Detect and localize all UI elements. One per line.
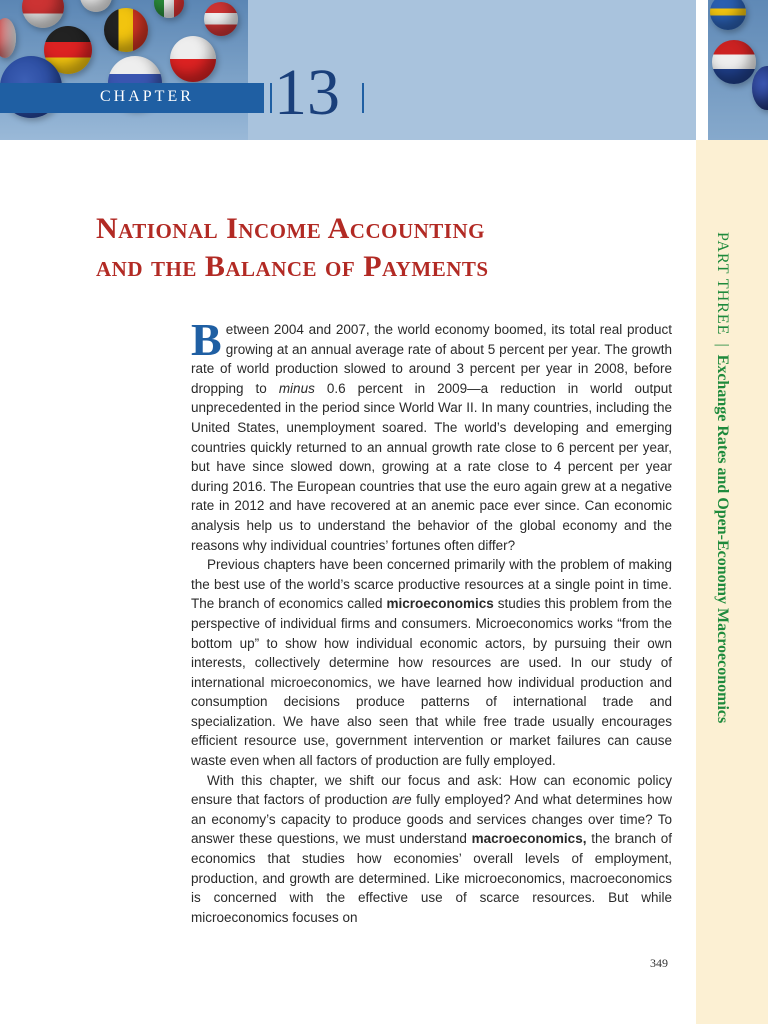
paragraph-3-text-end: the branch of economics that studies how economies’ overall levels of employment, production, and growth are determined. Like microeconomics, macroeconomics is concerned with the effective use of scarce resources. But while microeconomics focuses on: [191, 831, 673, 925]
chapter-body: [191, 314, 673, 927]
flag-ball: [204, 2, 238, 36]
paragraph-3: [191, 771, 672, 928]
paragraph-3-text: With this chapter, we shift our focus and ask: How can economic policy ensure that factors of production: [191, 772, 672, 808]
chapter-header-banner: [0, 0, 696, 140]
paragraph-1: [191, 314, 673, 555]
chapter-title: [96, 210, 656, 286]
flag-ball: [22, 0, 64, 28]
part-running-head: [703, 232, 731, 792]
flag-ball: [80, 0, 112, 12]
chapter-divider-right: [362, 83, 364, 113]
flag-ball: [154, 0, 184, 18]
flag-ball: [752, 66, 768, 110]
flag-ball: [170, 36, 216, 82]
drop-cap: B: [191, 314, 222, 365]
chapter-label: CHAPTER: [100, 88, 194, 105]
paragraph-3-emphasis: are: [392, 792, 412, 808]
paragraph-1-text-cont: 0.6 percent in 2009—a reduction in world output unprecedented in the period since World War II. In many countries, including the United States, unemployment soared. The world’s developing and emerging countries quickly returned to an annual growth rate close to 6 percent per year, but have since slowed down, growing at a rate close to 4 percent per year during 2016. The European countries that use the euro again grew at a negative rate in 2012 and have recovered at an anemic pace ever since. Can economic analysis help us to understand the behavior of the global economy and the reasons why individual countries’ fortunes often differ?: [191, 380, 673, 553]
chapter-divider: [262, 83, 272, 113]
page-number: 349: [650, 956, 668, 970]
chapter-title-line2: and the Balance of Payments: [96, 250, 489, 283]
paragraph-2-text-cont: studies this problem from the perspective of individual firms and consumers. Microeconomics works “from the bottom up” to show how individual economic actors, by pursuing their own interests, collectively determine how resources are used. In our study of international microeconomics, we have learned how individual production and consumption decisions produce patterns of international trade and specialization. We have also seen that while free trade usually encourages efficient resource use, government intervention or market failures can cause waste even when all factors of production are fully employed.: [191, 596, 673, 769]
part-separator: |: [714, 343, 731, 347]
paragraph-1-emphasis: minus: [278, 380, 315, 396]
paragraph-2: [191, 555, 672, 771]
term-microeconomics: microeconomics: [386, 596, 494, 612]
part-label: PART THREE: [714, 232, 731, 336]
paragraph-1-text: etween 2004 and 2007, the world economy boomed, its total real product growing at an annual average rate of about 5 percent per year. The growth rate of world production slowed to around 3 percent per year in 2008, before dropping to: [191, 322, 672, 396]
term-macroeconomics: macroeconomics,: [471, 831, 587, 847]
flag-balls-photo-right: [708, 0, 768, 140]
chapter-title-line1: National Income Accounting: [96, 212, 485, 245]
flag-ball: [104, 8, 148, 52]
flag-ball: [710, 0, 746, 30]
part-section-title: Exchange Rates and Open-Economy Macroeconomics: [714, 354, 731, 724]
paragraph-2-text: Previous chapters have been concerned primarily with the problem of making the best use of the world’s scarce productive resources at a single point in time. The branch of economics called: [191, 557, 672, 612]
flag-ball: [0, 18, 16, 58]
flag-balls-photo: [0, 0, 248, 140]
flag-ball: [712, 40, 756, 84]
chapter-number: 13: [274, 56, 340, 129]
paragraph-3-text-cont: fully employed? And what determines how an economy’s capacity to produce goods and services changes over time? To answer these questions, we must understand: [191, 792, 672, 847]
